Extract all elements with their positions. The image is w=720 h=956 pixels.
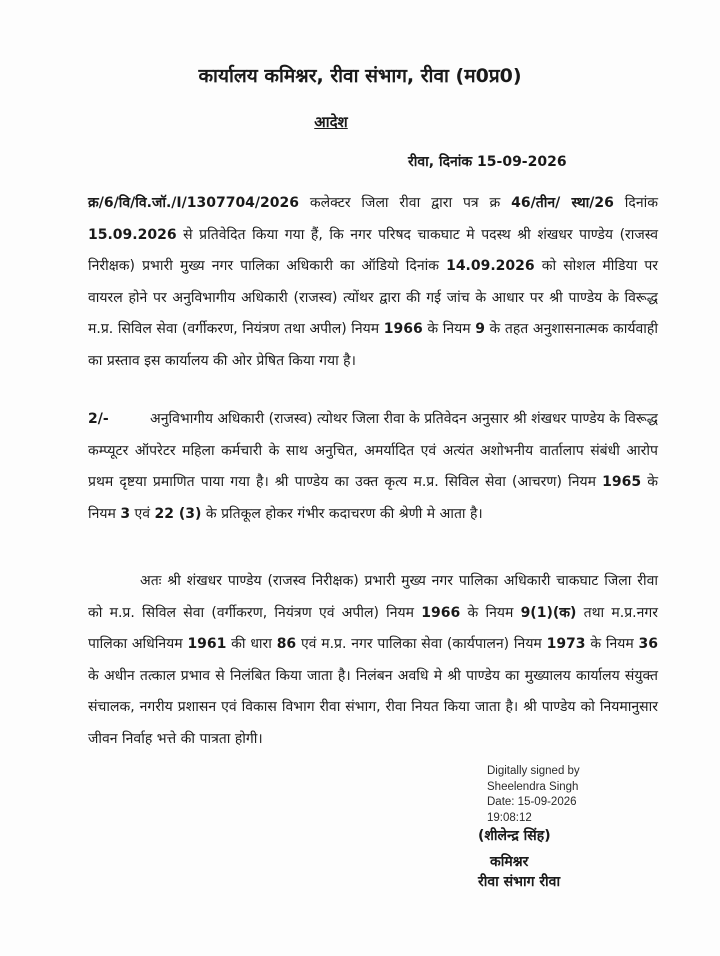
p2-text-3: एवं xyxy=(130,505,155,522)
p2-rule-number-2: 22 (3) xyxy=(154,505,202,522)
p3-rule-year: 1966 xyxy=(421,604,461,621)
p1-text-6: के तहत अनुशासनात्मक कार्यवाही का प्रस्ताव इस कार्यालय की ओर प्रेषित किया गया है। xyxy=(88,321,658,369)
p1-text-1: कलेक्टर जिला रीवा द्वारा पत्र क्र xyxy=(299,195,512,211)
p1-rule-year: 1966 xyxy=(383,321,423,337)
p1-rule-number: 9 xyxy=(475,321,485,337)
p1-text-4: को सोशल मीडिया पर वायरल होने पर अनुविभागीय अधिकारी (राजस्व) त्योंथर द्वारा की गई जांच के आधार पर श्री पाण्डेय के विरूद्ध म.प्र. सिविल सेवा (वर्गीकरण, नियंत्रण तथा अपील) नियम xyxy=(88,258,658,337)
date-line: रीवा, दिनांक 15-09-2026 xyxy=(408,154,567,170)
office-heading: कार्यालय कमिश्नर, रीवा संभाग, रीवा (म0प्र0) xyxy=(198,65,522,87)
paragraph-1 xyxy=(88,188,658,377)
p1-text-5: के नियम xyxy=(422,321,476,337)
p2-rule-year: 1965 xyxy=(602,474,642,490)
p3-text-6: के नियम xyxy=(585,636,639,652)
paragraph-2 xyxy=(88,404,658,530)
p3-act-year: 1961 xyxy=(187,636,227,652)
p3-rule-number: 9(1)(क) xyxy=(520,604,577,621)
paragraph-number: 2/- xyxy=(88,411,109,427)
digital-signature-block xyxy=(487,764,580,826)
reference-number: क्र/6/वि/वि.जॉ./I/1307704/2026 xyxy=(88,195,300,211)
p3-service-rule-number: 36 xyxy=(638,636,658,652)
p3-text-5: एवं म.प्र. नगर पालिका सेवा (कार्यपालन) नियम xyxy=(296,636,547,652)
p1-letter-number: 46/तीन/ स्था/26 xyxy=(511,195,614,211)
paragraph-3 xyxy=(88,566,658,755)
p3-text-7: के अधीन तत्काल प्रभाव से निलंबित किया जाता है। निलंबन अवधि मे श्री पाण्डेय का मुख्यालय कार्यालय संयुक्त संचालक, नगरीय प्रशासन एवं विकास विभाग रीवा संभाग, रीवा नियत किया जाता है। श्री पाण्डेय को नियमानुसार जीवन निर्वाह भत्ते की पात्रता होगी। xyxy=(88,667,658,747)
p3-text-1: अतः श्री शंखधर पाण्डेय (राजस्व निरीक्षक) प्रभारी मुख्य नगर पालिका अधिकारी चाकघाट जिला रीवा को म.प्र. सिविल सेवा (वर्गीकरण, नियंत्रण एवं अपील) नियम xyxy=(88,573,658,621)
p2-text-4: के प्रतिकूल होकर गंभीर कदाचरण की श्रेणी मे आता है। xyxy=(201,505,483,522)
signature-time: 19:08:12 xyxy=(487,811,532,824)
p3-section-number: 86 xyxy=(276,636,297,652)
signature-date: Date: 15-09-2026 xyxy=(487,796,577,808)
p1-text-3: से प्रतिवेदित किया गया हैं, कि नगर परिषद चाकघाट मे पदस्थ श्री शंखधर पाण्डेय (राजस्व निरीक्षक) प्रभारी मुख्य नगर पालिका अधिकारी का ऑडियो दिनांक xyxy=(88,226,658,274)
p2-text-1: अनुविभागीय अधिकारी (राजस्व) त्योथर जिला रीवा के प्रतिवेदन अनुसार श्री शंखधर पाण्डेय के विरूद्ध कम्प्यूटर ऑपरेटर महिला कर्मचारी के साथ अनुचित, अमर्यादित एवं अत्यंत अशोभनीय वार्तालाप संबंधी आरोप प्रथम दृष्टया प्रमाणित पाया गया है। श्री पाण्डेय का उक्त कृत्य म.प्र. सिविल सेवा (आचरण) नियम xyxy=(88,411,658,490)
p3-text-4: की धारा xyxy=(226,636,277,652)
digital-signature-line: Digitally signed by xyxy=(487,765,580,777)
signatory-designation: कमिश्नर xyxy=(490,854,529,870)
signatory-office: रीवा संभाग रीवा xyxy=(478,874,561,890)
p2-rule-number: 3 xyxy=(120,505,131,522)
signatory-name: (शीलेन्द्र सिंह) xyxy=(478,828,551,844)
p3-text-3: तथा म.प्र.नगर पालिका अधिनियम xyxy=(88,604,658,652)
signer-name: Sheelendra Singh xyxy=(487,780,579,793)
p3-text-2: के नियम xyxy=(460,604,521,621)
p2-text-2: के नियम xyxy=(88,474,659,522)
order-title: आदेश xyxy=(314,113,348,131)
p1-text-2: दिनांक xyxy=(613,195,658,211)
p1-audio-date: 14.09.2026 xyxy=(446,258,535,274)
p3-service-rule-year: 1973 xyxy=(546,636,586,652)
p1-letter-date: 15.09.2026 xyxy=(88,226,177,243)
